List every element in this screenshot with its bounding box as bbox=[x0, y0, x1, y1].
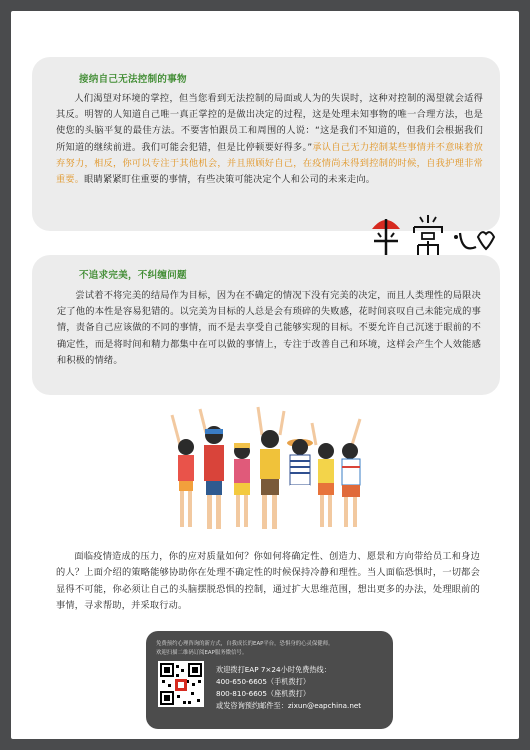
group-of-children-image bbox=[166, 405, 376, 540]
section-paragraph: 尝试着不将完美的结局作为目标，因为在不确定的情况下没有完美的决定，而且人类理性的局限决定了他的本性是容易犯错的。以完美为目标的人总是会有琐碎的失败感，花时间哀叹自己未能完成的事情，责备自己应该做的不同的事情，而不是去享受自己能够实现的目标。不要允许自己沉迷于眼前的不确定性，而是将时间和精力都集中在可以做的事情上，专注于改善自己和环境，这样会产生个人效能感和积极的情绪。 bbox=[57, 290, 481, 366]
section-card-accept bbox=[32, 57, 500, 231]
section-paragraph bbox=[56, 91, 483, 188]
qr-code-icon bbox=[158, 661, 204, 707]
section-title: 不追求完美，不纠缠问题 bbox=[79, 270, 187, 281]
footer-subscribe-note: 欢迎扫描二维码订阅EAP服务微信号。 bbox=[156, 650, 248, 656]
phone-mobile: 400-650-6605（手机拨打） bbox=[216, 677, 311, 686]
flyer-page bbox=[11, 11, 519, 739]
phone-landline: 800-810-6605（座机拨打） bbox=[216, 689, 311, 698]
people-illustration bbox=[166, 405, 376, 540]
section-title: 接纳自己无法控制的事物 bbox=[79, 74, 187, 85]
hotline-label: 欢迎拨打EAP 7×24小时免费热线： bbox=[216, 665, 331, 674]
paragraph-text: 人们渴望对环境的掌控，但当您看到无法控制的局面或人为的失误时，这种对控制的渴望就会适得其反。明智的人知道自己唯一真正掌控的是做出决定的过程，这是处理未知事物的唯一合理方法，也是使您的头脑平复的最佳方法。不要害怕跟员工和周围的人说：“这是我们不知道的，但我们会根据我们所知道的继续前进。我们可能会犯错，但是比停顿要好得多。” bbox=[56, 93, 483, 153]
footer-note: 免费预约心理咨询的新方式，自我成长的EAP平台，恐惧身的心灵保健师。 bbox=[156, 641, 334, 647]
section-card-perfection bbox=[32, 255, 500, 395]
email-line: 或发咨询预约邮件至：zixun@eapchina.net bbox=[216, 701, 362, 710]
highlight-text: 承认自己无力控制某些事情并不意味着放弃努力，相反，你可以专注于其他机会，并且照顾好自己，在疫情尚未得到控制的时候，自我护理非常重要。 bbox=[56, 141, 483, 186]
contact-footer bbox=[146, 631, 393, 729]
paragraph-text-end: 眼睛紧紧盯住重要的事情，有些决策可能决定个人和公司的未来走向。 bbox=[84, 174, 376, 186]
closing-paragraph: 面临疫情造成的压力，你的应对质量如何？你如何将确定性、创造力、愿景和方向带给员工和身边的人？上面介绍的策略能够协助你在处理不确定性的时候保持冷静和理性。当人面临恐惧时，一切都会显得不可能，你必须让自己的头脑摆脱恐惧的控制，通过扩大思维范围，想出更多的办法，处理眼前的事情，寻求帮助，并采取行动。 bbox=[56, 551, 480, 612]
